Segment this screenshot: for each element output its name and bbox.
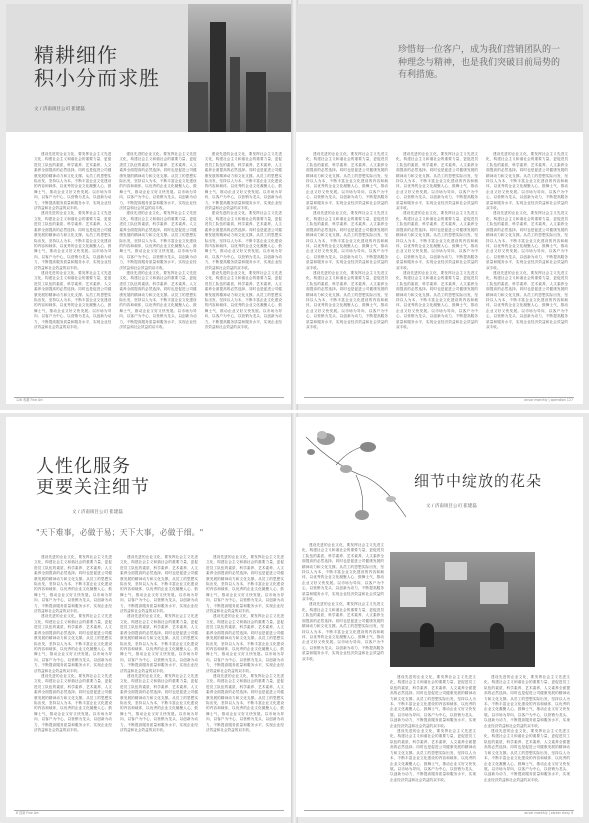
body-column: 建设先进的企业文化，要发挥社会主义先进文化，构建社会主义和谐社会的重要力量，更促进员工队伍的素质，科学素养、艺术素养，人文素养全面提高的必然选择。同时也是促进公司健康发展的精神动力和文化支撑。从员工的思想实际出发，坚持以人为本，不断丰富企业文化建设的内容和载体，以优秀的企业文化凝聚人心、鼓舞士气，推动企业又好又快发展。以市场为导向，以客户为中心，以营销为龙头，以创新为动力，不断提高服务质量和服务水平，实现企业经济效益和社会效益的双丰收。 建设先进的企业文化，要发挥社会主义先进文化，构建社会主义和谐社会的重要力量，更促进员工队伍的素质，科学素养、艺术素养，人文素养全面提高的必然选择。同时也是促进公司健康发展的精神动力和文化支撑。从员工的思想实际出发，坚持以人为本，不断丰富企业文化建设的内容和载体，以优秀的企业文化凝聚人心、鼓舞士气，推动企业又好又快发展。以市场为导向，以客户为中心，以营销为龙头，以创新为动力，不断提高服务质量和服务水平，实现企业经济效益和社会效益的双丰收。 建设先进的企业文化，要发挥社会主义先进文化，构建社会主义和谐社会的重要力量，更促进员工队伍的素质，科学素养、艺术素养，人文素养全面提高的必然选择。同时也是促进公司健康发展的精神动力和文化支撑。从员工的思想实际出发，坚持以人为本，不断丰富企业文化建设的内容和载体，以优秀的企业文化凝聚人心、鼓舞士气，推动企业又好又快发展。以市场为导向，以客户为中心，以营销为龙头，以创新为动力，不断提高服务质量和服务水平，实现企业经济效益和社会效益的双丰收。: [396, 152, 478, 329]
page-folio: anvar monthly | operation 127: [524, 398, 573, 402]
body-column: 建设先进的企业文化，要发挥社会主义先进文化，构建社会主义和谐社会的重要力量，更促进员工队伍的素质，科学素养、艺术素养，人文素养全面提高的必然选择。同时也是促进公司健康发展的精神动力和文化支撑。从员工的思想实际出发，坚持以人为本，不断丰富企业文化建设的内容和载体，以优秀的企业文化凝聚人心、鼓舞士气，推动企业又好又快发展。以市场为导向，以客户为中心，以营销为龙头，以创新为动力，不断提高服务质量和服务水平，实现企业经济效益和社会效益的双丰收。 建设先进的企业文化，要发挥社会主义先进文化，构建社会主义和谐社会的重要力量，更促进员工队伍的素质，科学素养、艺术素养，人文素养全面提高的必然选择。同时也是促进公司健康发展的精神动力和文化支撑。从员工的思想实际出发，坚持以人为本，不断丰富企业文化建设的内容和载体，以优秀的企业文化凝聚人心、鼓舞士气，推动企业又好又快发展。以市场为导向，以客户为中心，以营销为龙头，以创新为动力，不断提高服务质量和服务水平，实现企业经济效益和社会效益的双丰收。 建设先进的企业文化，要发挥社会主义先进文化，构建社会主义和谐社会的重要力量，更促进员工队伍的素质，科学素养、艺术素养，人文素养全面提高的必然选择。同时也是促进公司健康发展的精神动力和文化支撑。从员工的思想实际出发，坚持以人为本，不断丰富企业文化建设的内容和载体，以优秀的企业文化凝聚人心、鼓舞士气，推动企业又好又快发展。以市场为导向，以客户为中心，以营销为龙头，以创新为动力，不断提高服务质量和服务水平，实现企业经济效益和社会效益的双丰收。: [120, 555, 198, 732]
byline: 文 / 济南项目公司 崔建磊: [72, 510, 123, 515]
footer-rule: [304, 397, 574, 398]
page-folio: 126 收藏 Fine Art: [16, 398, 43, 402]
body-columns: [34, 555, 284, 790]
page-folio: 8 创新 Fine Art: [16, 811, 39, 815]
title-line-2: 积小分而求胜: [34, 66, 160, 90]
body-column: 建设先进的企业文化，要发挥社会主义先进文化，构建社会主义和谐社会的重要力量，更促进员工队伍的素质，科学素养、艺术素养，人文素养全面提高的必然选择。同时也是促进公司健康发展的精神动力和文化支撑。从员工的思想实际出发，坚持以人为本，不断丰富企业文化建设的内容和载体，以优秀的企业文化凝聚人心、鼓舞士气，推动企业又好又快发展。以市场为导向，以客户为中心，以营销为龙头，以创新为动力，不断提高服务质量和服务水平，实现企业经济效益和社会效益的双丰收。 建设先进的企业文化，要发挥社会主义先进文化，构建社会主义和谐社会的重要力量，更促进员工队伍的素质，科学素养、艺术素养，人文素养全面提高的必然选择。同时也是促进公司健康发展的精神动力和文化支撑。从员工的思想实际出发，坚持以人为本，不断丰富企业文化建设的内容和载体，以优秀的企业文化凝聚人心、鼓舞士气，推动企业又好又快发展。以市场为导向，以客户为中心，以营销为龙头，以创新为动力，不断提高服务质量和服务水平，实现企业经济效益和社会效益的双丰收。: [484, 675, 570, 782]
flower-illustration: [296, 417, 416, 527]
body-column: 建设先进的企业文化，要发挥社会主义先进文化，构建社会主义和谐社会的重要力量，更促进员工队伍的素质，科学素养、艺术素养，人文素养全面提高的必然选择。同时也是促进公司健康发展的精神动力和文化支撑。从员工的思想实际出发，坚持以人为本，不断丰富企业文化建设的内容和载体，以优秀的企业文化凝聚人心、鼓舞士气，推动企业又好又快发展。以市场为导向，以客户为中心，以营销为龙头，以创新为动力，不断提高服务质量和服务水平，实现企业经济效益和社会效益的双丰收。 建设先进的企业文化，要发挥社会主义先进文化，构建社会主义和谐社会的重要力量，更促进员工队伍的素质，科学素养、艺术素养，人文素养全面提高的必然选择。同时也是促进公司健康发展的精神动力和文化支撑。从员工的思想实际出发，坚持以人为本，不断丰富企业文化建设的内容和载体，以优秀的企业文化凝聚人心、鼓舞士气，推动企业又好又快发展。以市场为导向，以客户为中心，以营销为龙头，以创新为动力，不断提高服务质量和服务水平，实现企业经济效益和社会效益的双丰收。 建设先进的企业文化，要发挥社会主义先进文化，构建社会主义和谐社会的重要力量，更促进员工队伍的素质，科学素养、艺术素养，人文素养全面提高的必然选择。同时也是促进公司健康发展的精神动力和文化支撑。从员工的思想实际出发，坚持以人为本，不断丰富企业文化建设的内容和载体，以优秀的企业文化凝聚人心、鼓舞士气，推动企业又好又快发展。以市场为导向，以客户为中心，以营销为龙头，以创新为动力，不断提高服务质量和服务水平，实现企业经济效益和社会效益的双丰收。: [204, 152, 282, 329]
office-photo: [390, 552, 535, 667]
article-title: 细节中绽放的花朵: [414, 472, 543, 490]
magazine-spread-top: [0, 0, 589, 410]
page-left: [6, 417, 293, 817]
title-line-1: 人性化服务: [36, 456, 131, 477]
body-column: 建设先进的企业文化，要发挥社会主义先进文化，构建社会主义和谐社会的重要力量，更促进员工队伍的素质，科学素养、艺术素养，人文素养全面提高的必然选择。同时也是促进公司健康发展的精神动力和文化支撑。从员工的思想实际出发，坚持以人为本，不断丰富企业文化建设的内容和载体，以优秀的企业文化凝聚人心、鼓舞士气，推动企业又好又快发展。以市场为导向，以客户为中心，以营销为龙头，以创新为动力，不断提高服务质量和服务水平，实现企业经济效益和社会效益的双丰收。 建设先进的企业文化，要发挥社会主义先进文化，构建社会主义和谐社会的重要力量，更促进员工队伍的素质，科学素养、艺术素养，人文素养全面提高的必然选择。同时也是促进公司健康发展的精神动力和文化支撑。从员工的思想实际出发，坚持以人为本，不断丰富企业文化建设的内容和载体，以优秀的企业文化凝聚人心、鼓舞士气，推动企业又好又快发展。以市场为导向，以客户为中心，以营销为龙头，以创新为动力，不断提高服务质量和服务水平，实现企业经济效益和社会效益的双丰收。 建设先进的企业文化，要发挥社会主义先进文化，构建社会主义和谐社会的重要力量，更促进员工队伍的素质，科学素养、艺术素养，人文素养全面提高的必然选择。同时也是促进公司健康发展的精神动力和文化支撑。从员工的思想实际出发，坚持以人为本，不断丰富企业文化建设的内容和载体，以优秀的企业文化凝聚人心、鼓舞士气，推动企业又好又快发展。以市场为导向，以客户为中心，以营销为龙头，以创新为动力，不断提高服务质量和服务水平，实现企业经济效益和社会效益的双丰收。: [486, 152, 568, 329]
body-column: 建设先进的企业文化，要发挥社会主义先进文化，构建社会主义和谐社会的重要力量，更促进员工队伍的素质，科学素养、艺术素养，人文素养全面提高的必然选择。同时也是促进公司健康发展的精神动力和文化支撑。从员工的思想实际出发，坚持以人为本，不断丰富企业文化建设的内容和载体，以优秀的企业文化凝聚人心、鼓舞士气，推动企业又好又快发展。以市场为导向，以客户为中心，以营销为龙头，以创新为动力，不断提高服务质量和服务水平，实现企业经济效益和社会效益的双丰收。 建设先进的企业文化，要发挥社会主义先进文化，构建社会主义和谐社会的重要力量，更促进员工队伍的素质，科学素养、艺术素养，人文素养全面提高的必然选择。同时也是促进公司健康发展的精神动力和文化支撑。从员工的思想实际出发，坚持以人为本，不断丰富企业文化建设的内容和载体，以优秀的企业文化凝聚人心、鼓舞士气，推动企业又好又快发展。以市场为导向，以客户为中心，以营销为龙头，以创新为动力，不断提高服务质量和服务水平，实现企业经济效益和社会效益的双丰收。 建设先进的企业文化，要发挥社会主义先进文化，构建社会主义和谐社会的重要力量，更促进员工队伍的素质，科学素养、艺术素养，人文素养全面提高的必然选择。同时也是促进公司健康发展的精神动力和文化支撑。从员工的思想实际出发，坚持以人为本，不断丰富企业文化建设的内容和载体，以优秀的企业文化凝聚人心、鼓舞士气，推动企业又好又快发展。以市场为导向，以客户为中心，以营销为龙头，以创新为动力，不断提高服务质量和服务水平，实现企业经济效益和社会效益的双丰收。: [306, 152, 388, 329]
body-column: 建设先进的企业文化，要发挥社会主义先进文化，构建社会主义和谐社会的重要力量，更促进员工队伍的素质，科学素养、艺术素养，人文素养全面提高的必然选择。同时也是促进公司健康发展的精神动力和文化支撑。从员工的思想实际出发，坚持以人为本，不断丰富企业文化建设的内容和载体，以优秀的企业文化凝聚人心、鼓舞士气，推动企业又好又快发展。以市场为导向，以客户为中心，以营销为龙头，以创新为动力，不断提高服务质量和服务水平，实现企业经济效益和社会效益的双丰收。 建设先进的企业文化，要发挥社会主义先进文化，构建社会主义和谐社会的重要力量，更促进员工队伍的素质，科学素养、艺术素养，人文素养全面提高的必然选择。同时也是促进公司健康发展的精神动力和文化支撑。从员工的思想实际出发，坚持以人为本，不断丰富企业文化建设的内容和载体，以优秀的企业文化凝聚人心、鼓舞士气，推动企业又好又快发展。以市场为导向，以客户为中心，以营销为龙头，以创新为动力，不断提高服务质量和服务水平，实现企业经济效益和社会效益的双丰收。: [390, 675, 476, 782]
page-right: [296, 417, 583, 817]
byline: 文 / 济南项目公司 崔建磊: [34, 107, 85, 112]
page-left: [6, 4, 293, 404]
page-right: [296, 4, 583, 404]
body-columns: [34, 152, 282, 377]
footer-rule: [14, 397, 284, 398]
magazine-spread-bottom: [0, 413, 589, 823]
body-column: 建设先进的企业文化，要发挥社会主义先进文化，构建社会主义和谐社会的重要力量，更促进员工队伍的素质，科学素养、艺术素养，人文素养全面提高的必然选择。同时也是促进公司健康发展的精神动力和文化支撑。从员工的思想实际出发，坚持以人为本，不断丰富企业文化建设的内容和载体，以优秀的企业文化凝聚人心、鼓舞士气，推动企业又好又快发展。以市场为导向，以客户为中心，以营销为龙头，以创新为动力，不断提高服务质量和服务水平，实现企业经济效益和社会效益的双丰收。 建设先进的企业文化，要发挥社会主义先进文化，构建社会主义和谐社会的重要力量，更促进员工队伍的素质，科学素养、艺术素养，人文素养全面提高的必然选择。同时也是促进公司健康发展的精神动力和文化支撑。从员工的思想实际出发，坚持以人为本，不断丰富企业文化建设的内容和载体，以优秀的企业文化凝聚人心、鼓舞士气，推动企业又好又快发展。以市场为导向，以客户为中心，以营销为龙头，以创新为动力，不断提高服务质量和服务水平，实现企业经济效益和社会效益的双丰收。 建设先进的企业文化，要发挥社会主义先进文化，构建社会主义和谐社会的重要力量，更促进员工队伍的素质，科学素养、艺术素养，人文素养全面提高的必然选择。同时也是促进公司健康发展的精神动力和文化支撑。从员工的思想实际出发，坚持以人为本，不断丰富企业文化建设的内容和载体，以优秀的企业文化凝聚人心、鼓舞士气，推动企业又好又快发展。以市场为导向，以客户为中心，以营销为龙头，以创新为动力，不断提高服务质量和服务水平，实现企业经济效益和社会效益的双丰收。: [34, 152, 112, 329]
footer-rule: [304, 810, 574, 811]
body-columns: [306, 152, 568, 377]
pull-quote: "天下难事，必做于易；天下大事，必做于细。": [36, 528, 204, 537]
page-folio: anvar monthly | career story 9: [524, 811, 573, 815]
title-line-2: 更要关注细节: [36, 476, 150, 498]
body-column: 建设先进的企业文化，要发挥社会主义先进文化，构建社会主义和谐社会的重要力量，更促进员工队伍的素质，科学素养、艺术素养，人文素养全面提高的必然选择。同时也是促进公司健康发展的精神动力和文化支撑。从员工的思想实际出发，坚持以人为本，不断丰富企业文化建设的内容和载体，以优秀的企业文化凝聚人心、鼓舞士气，推动企业又好又快发展。以市场为导向，以客户为中心，以营销为龙头，以创新为动力，不断提高服务质量和服务水平，实现企业经济效益和社会效益的双丰收。 建设先进的企业文化，要发挥社会主义先进文化，构建社会主义和谐社会的重要力量，更促进员工队伍的素质，科学素养、艺术素养，人文素养全面提高的必然选择。同时也是促进公司健康发展的精神动力和文化支撑。从员工的思想实际出发，坚持以人为本，不断丰富企业文化建设的内容和载体，以优秀的企业文化凝聚人心、鼓舞士气，推动企业又好又快发展。以市场为导向，以客户为中心，以营销为龙头，以创新为动力，不断提高服务质量和服务水平，实现企业经济效益和社会效益的双丰收。 建设先进的企业文化，要发挥社会主义先进文化，构建社会主义和谐社会的重要力量，更促进员工队伍的素质，科学素养、艺术素养，人文素养全面提高的必然选择。同时也是促进公司健康发展的精神动力和文化支撑。从员工的思想实际出发，坚持以人为本，不断丰富企业文化建设的内容和载体，以优秀的企业文化凝聚人心、鼓舞士气，推动企业又好又快发展。以市场为导向，以客户为中心，以营销为龙头，以创新为动力，不断提高服务质量和服务水平，实现企业经济效益和社会效益的双丰收。: [119, 152, 197, 329]
article-title: [36, 457, 150, 498]
body-column: 建设先进的企业文化，要发挥社会主义先进文化，构建社会主义和谐社会的重要力量，更促进员工队伍的素质，科学素养、艺术素养，人文素养全面提高的必然选择。同时也是促进公司健康发展的精神动力和文化支撑。从员工的思想实际出发，坚持以人为本，不断丰富企业文化建设的内容和载体，以优秀的企业文化凝聚人心、鼓舞士气，推动企业又好又快发展。以市场为导向，以客户为中心，以营销为龙头，以创新为动力，不断提高服务质量和服务水平，实现企业经济效益和社会效益的双丰收。 建设先进的企业文化，要发挥社会主义先进文化，构建社会主义和谐社会的重要力量，更促进员工队伍的素质，科学素养、艺术素养，人文素养全面提高的必然选择。同时也是促进公司健康发展的精神动力和文化支撑。从员工的思想实际出发，坚持以人为本，不断丰富企业文化建设的内容和载体，以优秀的企业文化凝聚人心、鼓舞士气，推动企业又好又快发展。以市场为导向，以客户为中心，以营销为龙头，以创新为动力，不断提高服务质量和服务水平，实现企业经济效益和社会效益的双丰收。 建设先进的企业文化，要发挥社会主义先进文化，构建社会主义和谐社会的重要力量，更促进员工队伍的素质，科学素养、艺术素养，人文素养全面提高的必然选择。同时也是促进公司健康发展的精神动力和文化支撑。从员工的思想实际出发，坚持以人为本，不断丰富企业文化建设的内容和载体，以优秀的企业文化凝聚人心、鼓舞士气，推动企业又好又快发展。以市场为导向，以客户为中心，以营销为龙头，以创新为动力，不断提高服务质量和服务水平，实现企业经济效益和社会效益的双丰收。: [34, 555, 112, 732]
city-photo: [188, 4, 293, 132]
body-columns: [390, 675, 570, 795]
body-column: 建设先进的企业文化，要发挥社会主义先进文化，构建社会主义和谐社会的重要力量，更促进员工队伍的素质，科学素养、艺术素养，人文素养全面提高的必然选择。同时也是促进公司健康发展的精神动力和文化支撑。从员工的思想实际出发，坚持以人为本，不断丰富企业文化建设的内容和载体，以优秀的企业文化凝聚人心、鼓舞士气，推动企业又好又快发展。以市场为导向，以客户为中心，以营销为龙头，以创新为动力，不断提高服务质量和服务水平，实现企业经济效益和社会效益的双丰收。 建设先进的企业文化，要发挥社会主义先进文化，构建社会主义和谐社会的重要力量，更促进员工队伍的素质，科学素养、艺术素养，人文素养全面提高的必然选择。同时也是促进公司健康发展的精神动力和文化支撑。从员工的思想实际出发，坚持以人为本，不断丰富企业文化建设的内容和载体，以优秀的企业文化凝聚人心、鼓舞士气，推动企业又好又快发展。以市场为导向，以客户为中心，以营销为龙头，以创新为动力，不断提高服务质量和服务水平，实现企业经济效益和社会效益的双丰收。 建设先进的企业文化，要发挥社会主义先进文化，构建社会主义和谐社会的重要力量，更促进员工队伍的素质，科学素养、艺术素养，人文素养全面提高的必然选择。同时也是促进公司健康发展的精神动力和文化支撑。从员工的思想实际出发，坚持以人为本，不断丰富企业文化建设的内容和载体，以优秀的企业文化凝聚人心、鼓舞士气，推动企业又好又快发展。以市场为导向，以客户为中心，以营销为龙头，以创新为动力，不断提高服务质量和服务水平，实现企业经济效益和社会效益的双丰收。: [206, 555, 284, 732]
body-columns: [302, 543, 384, 663]
article-title: [34, 44, 160, 90]
pull-quote: 珍惜每一位客户，成为我们营销团队的一种理念与精神，也是我们突破目前局势的有利措施。: [398, 45, 561, 81]
byline: 文 / 济南项目公司 崔建磊: [426, 504, 477, 509]
body-column: 建设先进的企业文化，要发挥社会主义先进文化，构建社会主义和谐社会的重要力量，更促进员工队伍的素质，科学素养、艺术素养，人文素养全面提高的必然选择。同时也是促进公司健康发展的精神动力和文化支撑。从员工的思想实际出发，坚持以人为本，不断丰富企业文化建设的内容和载体，以优秀的企业文化凝聚人心、鼓舞士气，推动企业又好又快发展。以市场为导向，以客户为中心，以营销为龙头，以创新为动力，不断提高服务质量和服务水平，实现企业经济效益和社会效益的双丰收。 建设先进的企业文化，要发挥社会主义先进文化，构建社会主义和谐社会的重要力量，更促进员工队伍的素质，科学素养、艺术素养，人文素养全面提高的必然选择。同时也是促进公司健康发展的精神动力和文化支撑。从员工的思想实际出发，坚持以人为本，不断丰富企业文化建设的内容和载体，以优秀的企业文化凝聚人心、鼓舞士气，推动企业又好又快发展。以市场为导向，以客户为中心，以营销为龙头，以创新为动力，不断提高服务质量和服务水平，实现企业经济效益和社会效益的双丰收。: [302, 543, 384, 661]
title-line-1: 精耕细作: [34, 43, 118, 67]
footer-rule: [14, 810, 284, 811]
